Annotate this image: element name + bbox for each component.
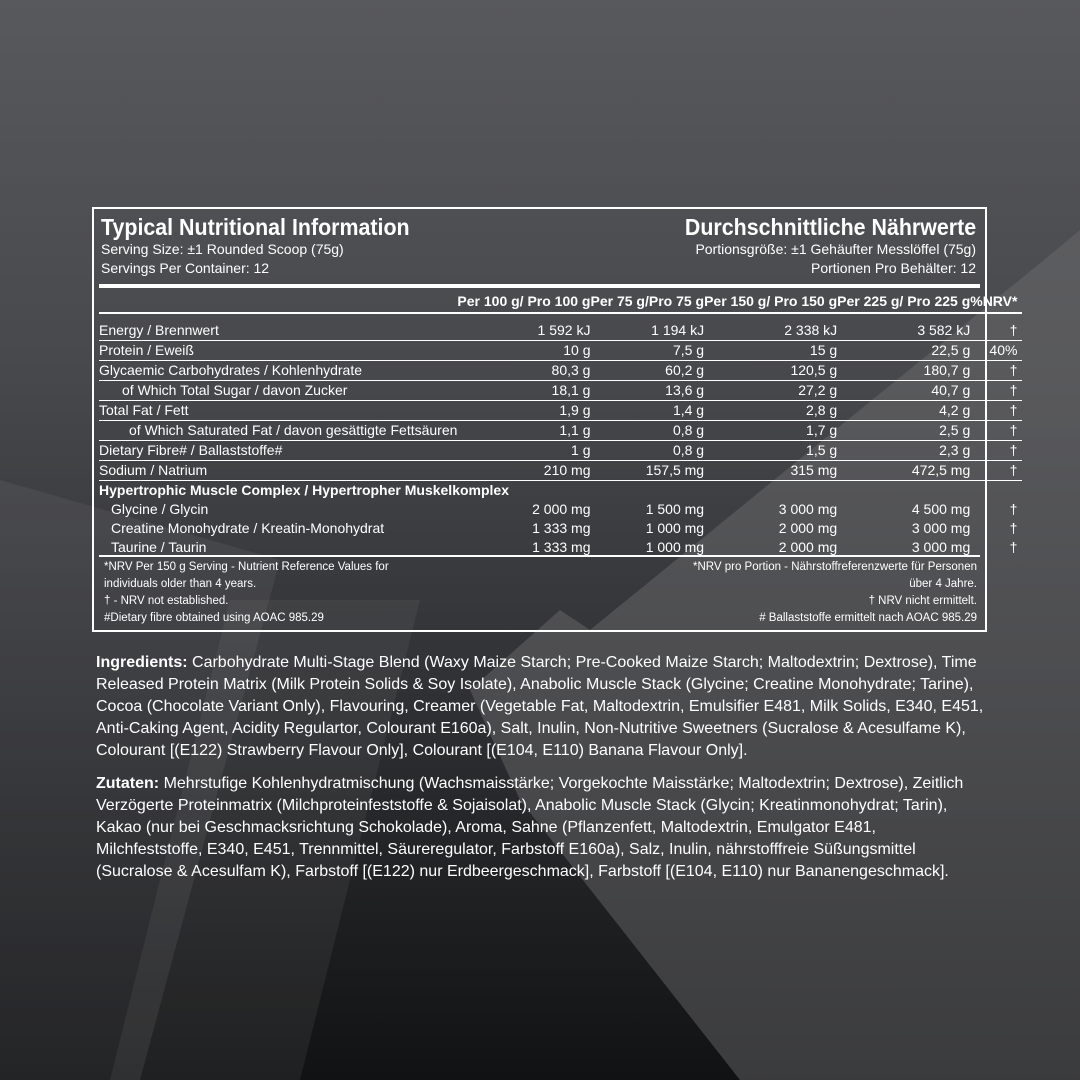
header-german: [663, 214, 976, 278]
ingredients-text-english: Carbohydrate Multi-Stage Blend (Waxy Maize Starch; Pre-Cooked Maize Starch; Maltodextrin; Dextrose), Time Released Protein Matrix (Milk Protein Solids & Soy Isolate), Anabolic Muscle Stack (Glycine; Creatine Monohydrate; Tarine), Cocoa (Chocolate Variant Only), Flavouring, Creamer (Vegetable Fat, Maltodextrin, Emulsifier E481, Milk Solids, E340, E451, Anti-Caking Agent, Acidity Regulartor, Colourant E160a), Salt, Inulin, Non-Nutritive Sweetners (Sucralose & Acesulfame K), Colourant [(E122) Strawberry Flavour Only], Colourant [(E104, E110) Banana Flavour Only].: [96, 654, 984, 759]
serving-size-german: Portionsgröße: ±1 Gehäufter Messlöffel (75g): [695, 241, 976, 257]
cell-nrv: †: [970, 441, 1022, 461]
cell-value: 2 000 mg: [778, 539, 838, 555]
cell-value: 1 333 mg: [532, 520, 591, 536]
cell-value: 22,5 g: [837, 341, 970, 361]
cell-value: 1 333 mg: [532, 539, 591, 555]
column-header: Per 75 g/Pro 75 g: [590, 290, 704, 313]
cell-value: 157,5 mg: [590, 461, 704, 481]
row-label: Total Fat / Fett: [99, 401, 457, 421]
cell-value: 1,5 g: [704, 441, 837, 461]
nutrition-panel: [92, 207, 1018, 632]
footnote-divider: [99, 555, 980, 557]
column-header: Per 150 g/ Pro 150 g: [704, 290, 837, 313]
cell-value: 2 338 kJ: [704, 313, 837, 341]
cell-value: 4,2 g: [837, 401, 970, 421]
cell-value: 1,7 g: [704, 421, 837, 441]
footnote-line: #Dietary fibre obtained using AOAC 985.29: [104, 612, 324, 624]
cell-nrv: †: [970, 461, 1022, 481]
footnotes-german: [693, 559, 977, 627]
column-header: Per 225 g/ Pro 225 g: [837, 290, 970, 313]
footnote-line: über 4 Jahre.: [909, 578, 977, 590]
footnote-line: individuals older than 4 years.: [104, 578, 257, 590]
cell-value: 2,8 g: [704, 401, 837, 421]
cell-value: 3 000 mg: [911, 520, 971, 536]
cell-value: 1 500 mg: [645, 501, 705, 517]
row-label: Dietary Fibre# / Ballaststoffe#: [99, 441, 457, 461]
title-english: Typical Nutritional Information: [101, 214, 410, 240]
table-section-row: [99, 481, 1022, 501]
nutrition-table: [99, 290, 1022, 557]
cell-value: 180,7 g: [837, 361, 970, 381]
cell-value: 2,3 g: [837, 441, 970, 461]
cell-value: 40,7 g: [837, 381, 970, 401]
table-row: [99, 401, 1022, 421]
cell-nrv: †: [1009, 539, 1018, 555]
table-row: [99, 341, 1022, 361]
cell-nrv: †: [970, 381, 1022, 401]
section-label: Hypertrophic Muscle Complex / Hypertropher Muskelkomplex: [99, 482, 509, 498]
cell-value: 80,3 g: [457, 361, 590, 381]
cell-value: 27,2 g: [704, 381, 837, 401]
cell-value: 10 g: [457, 341, 590, 361]
cell-value: 2,5 g: [837, 421, 970, 441]
ingredients-section: [96, 652, 984, 894]
column-header: Per 100 g/ Pro 100 g: [457, 290, 590, 313]
ingredients-german: [96, 773, 984, 883]
cell-value: 7,5 g: [590, 341, 704, 361]
table-header-row: [99, 290, 1022, 313]
cell-value: 1,1 g: [457, 421, 590, 441]
ingredients-label-german: Zutaten:: [96, 775, 160, 792]
footnote-line: *NRV pro Portion - Nährstoffreferenzwerte für Personen: [692, 561, 977, 573]
cell-value: 0,8 g: [590, 421, 704, 441]
cell-value: 4 500 mg: [911, 501, 971, 517]
table-row: [99, 381, 1022, 401]
row-label: Creatine Monohydrate / Kreatin-Monohydrat: [111, 520, 385, 536]
cell-value: 472,5 mg: [837, 461, 970, 481]
row-label: Sodium / Natrium: [99, 461, 457, 481]
table-row: [99, 361, 1022, 381]
header-english: [101, 214, 433, 278]
row-label: Taurine / Taurin: [111, 539, 207, 555]
cell-value: 1 g: [457, 441, 590, 461]
footnote-line: † - NRV not established.: [104, 595, 229, 607]
table-row: [99, 421, 1022, 441]
cell-value: 315 mg: [704, 461, 837, 481]
cell-nrv: 40%: [970, 341, 1022, 361]
cell-nrv: †: [970, 401, 1022, 421]
footnote-line: # Ballaststoffe ermittelt nach AOAC 985.29: [759, 612, 977, 624]
serving-size-english: Serving Size: ±1 Rounded Scoop (75g): [101, 241, 344, 257]
table-row: [99, 519, 1022, 538]
ingredients-label-english: Ingredients:: [96, 654, 188, 671]
header-divider: [99, 284, 980, 288]
cell-value: 2 000 mg: [778, 520, 838, 536]
cell-value: 1 000 mg: [645, 520, 705, 536]
row-label: of Which Total Sugar / davon Zucker: [99, 381, 457, 401]
cell-value: 1,4 g: [590, 401, 704, 421]
row-label: Energy / Brennwert: [99, 313, 457, 341]
cell-value: 2 000 mg: [532, 501, 591, 517]
cell-nrv: †: [970, 313, 1022, 341]
title-german: Durchschnittliche Nährwerte: [684, 214, 976, 240]
table-row: [99, 461, 1022, 481]
column-header: %NRV*: [970, 290, 1022, 313]
cell-value: 1,9 g: [457, 401, 590, 421]
cell-value: 18,1 g: [457, 381, 590, 401]
ingredients-english: [96, 652, 984, 762]
cell-value: 3 000 mg: [911, 539, 971, 555]
footnote-line: † NRV nicht ermittelt.: [868, 595, 977, 607]
cell-value: 1 194 kJ: [590, 313, 704, 341]
footnote-line: *NRV Per 150 g Serving - Nutrient Reference Values for: [104, 561, 389, 573]
servings-per-container-english: Servings Per Container: 12: [101, 260, 270, 276]
cell-value: 3 582 kJ: [837, 313, 970, 341]
cell-value: 13,6 g: [590, 381, 704, 401]
footnotes-english: [104, 559, 389, 627]
cell-nrv: †: [970, 361, 1022, 381]
table-row: [99, 313, 1022, 341]
cell-value: 1 592 kJ: [457, 313, 590, 341]
table-row: [99, 500, 1022, 519]
cell-value: 210 mg: [457, 461, 590, 481]
row-label: of Which Saturated Fat / davon gesättigte Fettsäuren: [99, 421, 457, 441]
cell-value: 3 000 mg: [778, 501, 838, 517]
cell-value: 60,2 g: [590, 361, 704, 381]
cell-nrv: †: [1009, 520, 1018, 536]
table-row: [99, 441, 1022, 461]
row-label: Glycaemic Carbohydrates / Kohlenhydrate: [99, 361, 457, 381]
cell-value: 15 g: [704, 341, 837, 361]
cell-value: 120,5 g: [704, 361, 837, 381]
cell-value: 1 000 mg: [645, 539, 705, 555]
cell-nrv: †: [970, 421, 1022, 441]
row-label: Protein / Eweiß: [99, 341, 457, 361]
row-label: Glycine / Glycin: [111, 501, 209, 517]
servings-per-container-german: Portionen Pro Behälter: 12: [811, 260, 976, 276]
ingredients-text-german: Mehrstufige Kohlenhydratmischung (Wachsmaisstärke; Vorgekochte Maisstärke; Maltodextrin; Dextrose), Zeitlich Verzögerte Proteinmatrix (Milchproteinfeststoffe & Sojaisolat), Anabolic Muscle Stack (Glycin; Kreatinmonohydrat; Tarin), Kakao (nur bei Geschmacksrichtung Schokolade), Aroma, Sahne (Pflanzenfett, Maltodextrin, Emulgator E481, Milchfeststoffe, E340, E451, Trennmittel, Säureregulator, Farbstoff E160a), Salz, Inulin, nährstofffreie Süßungsmittel (Sucralose & Acesulfam K), Farbstoff [(E122) nur Erdbeergeschmack], Farbstoff [(E104, E110) nur Bananengeschmack].: [96, 775, 964, 880]
column-header-nutrient: [99, 290, 457, 313]
cell-value: 0,8 g: [590, 441, 704, 461]
cell-nrv: †: [1009, 501, 1018, 517]
